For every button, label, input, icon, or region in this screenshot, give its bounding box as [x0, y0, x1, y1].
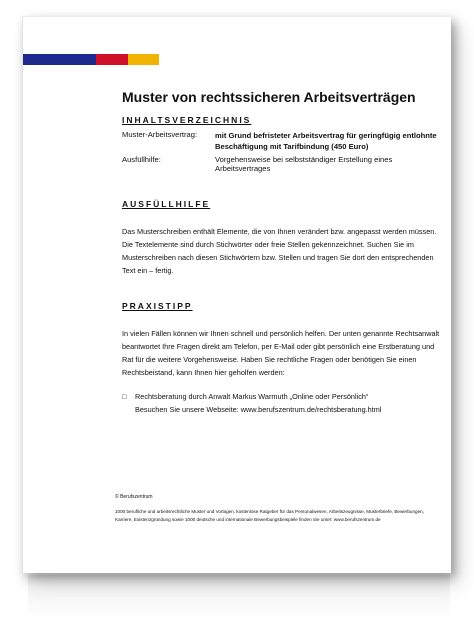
toc-desc: mit Grund befristeter Arbeitsvertrag für geringfügig entlohnte Beschäftigung mit Tarifbindung (450 Euro) — [215, 131, 437, 151]
document-title: Muster von rechtssicheren Arbeitsverträgen — [122, 89, 416, 105]
toc-term: Ausfüllhilfe: — [122, 155, 161, 164]
toc-row — [122, 155, 442, 173]
table-of-contents — [122, 130, 442, 173]
document-page — [22, 16, 451, 573]
toc-heading: INHALTSVERZEICHNIS — [122, 115, 252, 125]
tip-text: In vielen Fällen können wir Ihnen schnell und persönlich helfen. Der unten genannte Rechtsanwalt beantwortet Ihre Fragen direkt am Telefon, per E-Mail oder gibt persönlich eine Erstberatung und Rat für die weitere Vorgehensweise. Haben Sie rechtliche Fragen oder benötigen Sie einen Rechtsbeistand, kann Ihnen hier geholfen werden: — [122, 329, 440, 377]
brand-stripe-gold — [128, 54, 159, 65]
document-footer — [115, 493, 435, 524]
footer-text: 1000 berufliche und arbeitsrechtliche Muster und Vorlagen, kostenlose Ratgeber für das Personalwesen, Arbeitszeugnisse, Musterbriefe, Bewerbungen, Karriere, Existenzgründung sowie 1000 deutsche und internationale Bewerbungsbeispiele finden Sie unter: www.berufszentrum.de — [115, 509, 424, 522]
brand-stripe-red — [96, 54, 128, 65]
checkbox-bullet-icon: □ — [122, 392, 127, 401]
toc-term: Muster-Arbeitsvertrag: — [122, 130, 198, 139]
document-content — [122, 89, 442, 416]
list-item — [122, 390, 442, 416]
help-heading: AUSFÜLLHILFE — [122, 199, 211, 209]
brand-stripe-blue — [23, 54, 96, 65]
bullet-line: Rechtsberatung durch Anwalt Markus Warmuth „Online oder Persönlich“ — [135, 392, 369, 401]
bullet-link-line[interactable]: Besuchen Sie unsere Webseite: www.berufszentrum.de/rechtsberatung.html — [135, 405, 382, 414]
tip-heading: PRAXISTIPP — [122, 301, 193, 311]
toc-desc: Vorgehensweise bei selbstständiger Erstellung eines Arbeitsvertrages — [215, 155, 393, 173]
footer-copyright: © Berufszentrum — [115, 494, 153, 500]
bullet-content — [135, 390, 381, 416]
toc-row — [122, 130, 442, 152]
page-reflection — [28, 575, 450, 620]
help-text: Das Musterschreiben enthält Elemente, die von Ihnen verändert bzw. angepasst werden müssen. Die Textelemente sind durch Stichwörter oder freie Stellen gekennzeichnet. Suchen Sie im Musterschreiben nach diesen Stichwörtern bzw. Stellen und tragen Sie dort den entsprechenden Text ein – fertig. — [122, 227, 437, 275]
